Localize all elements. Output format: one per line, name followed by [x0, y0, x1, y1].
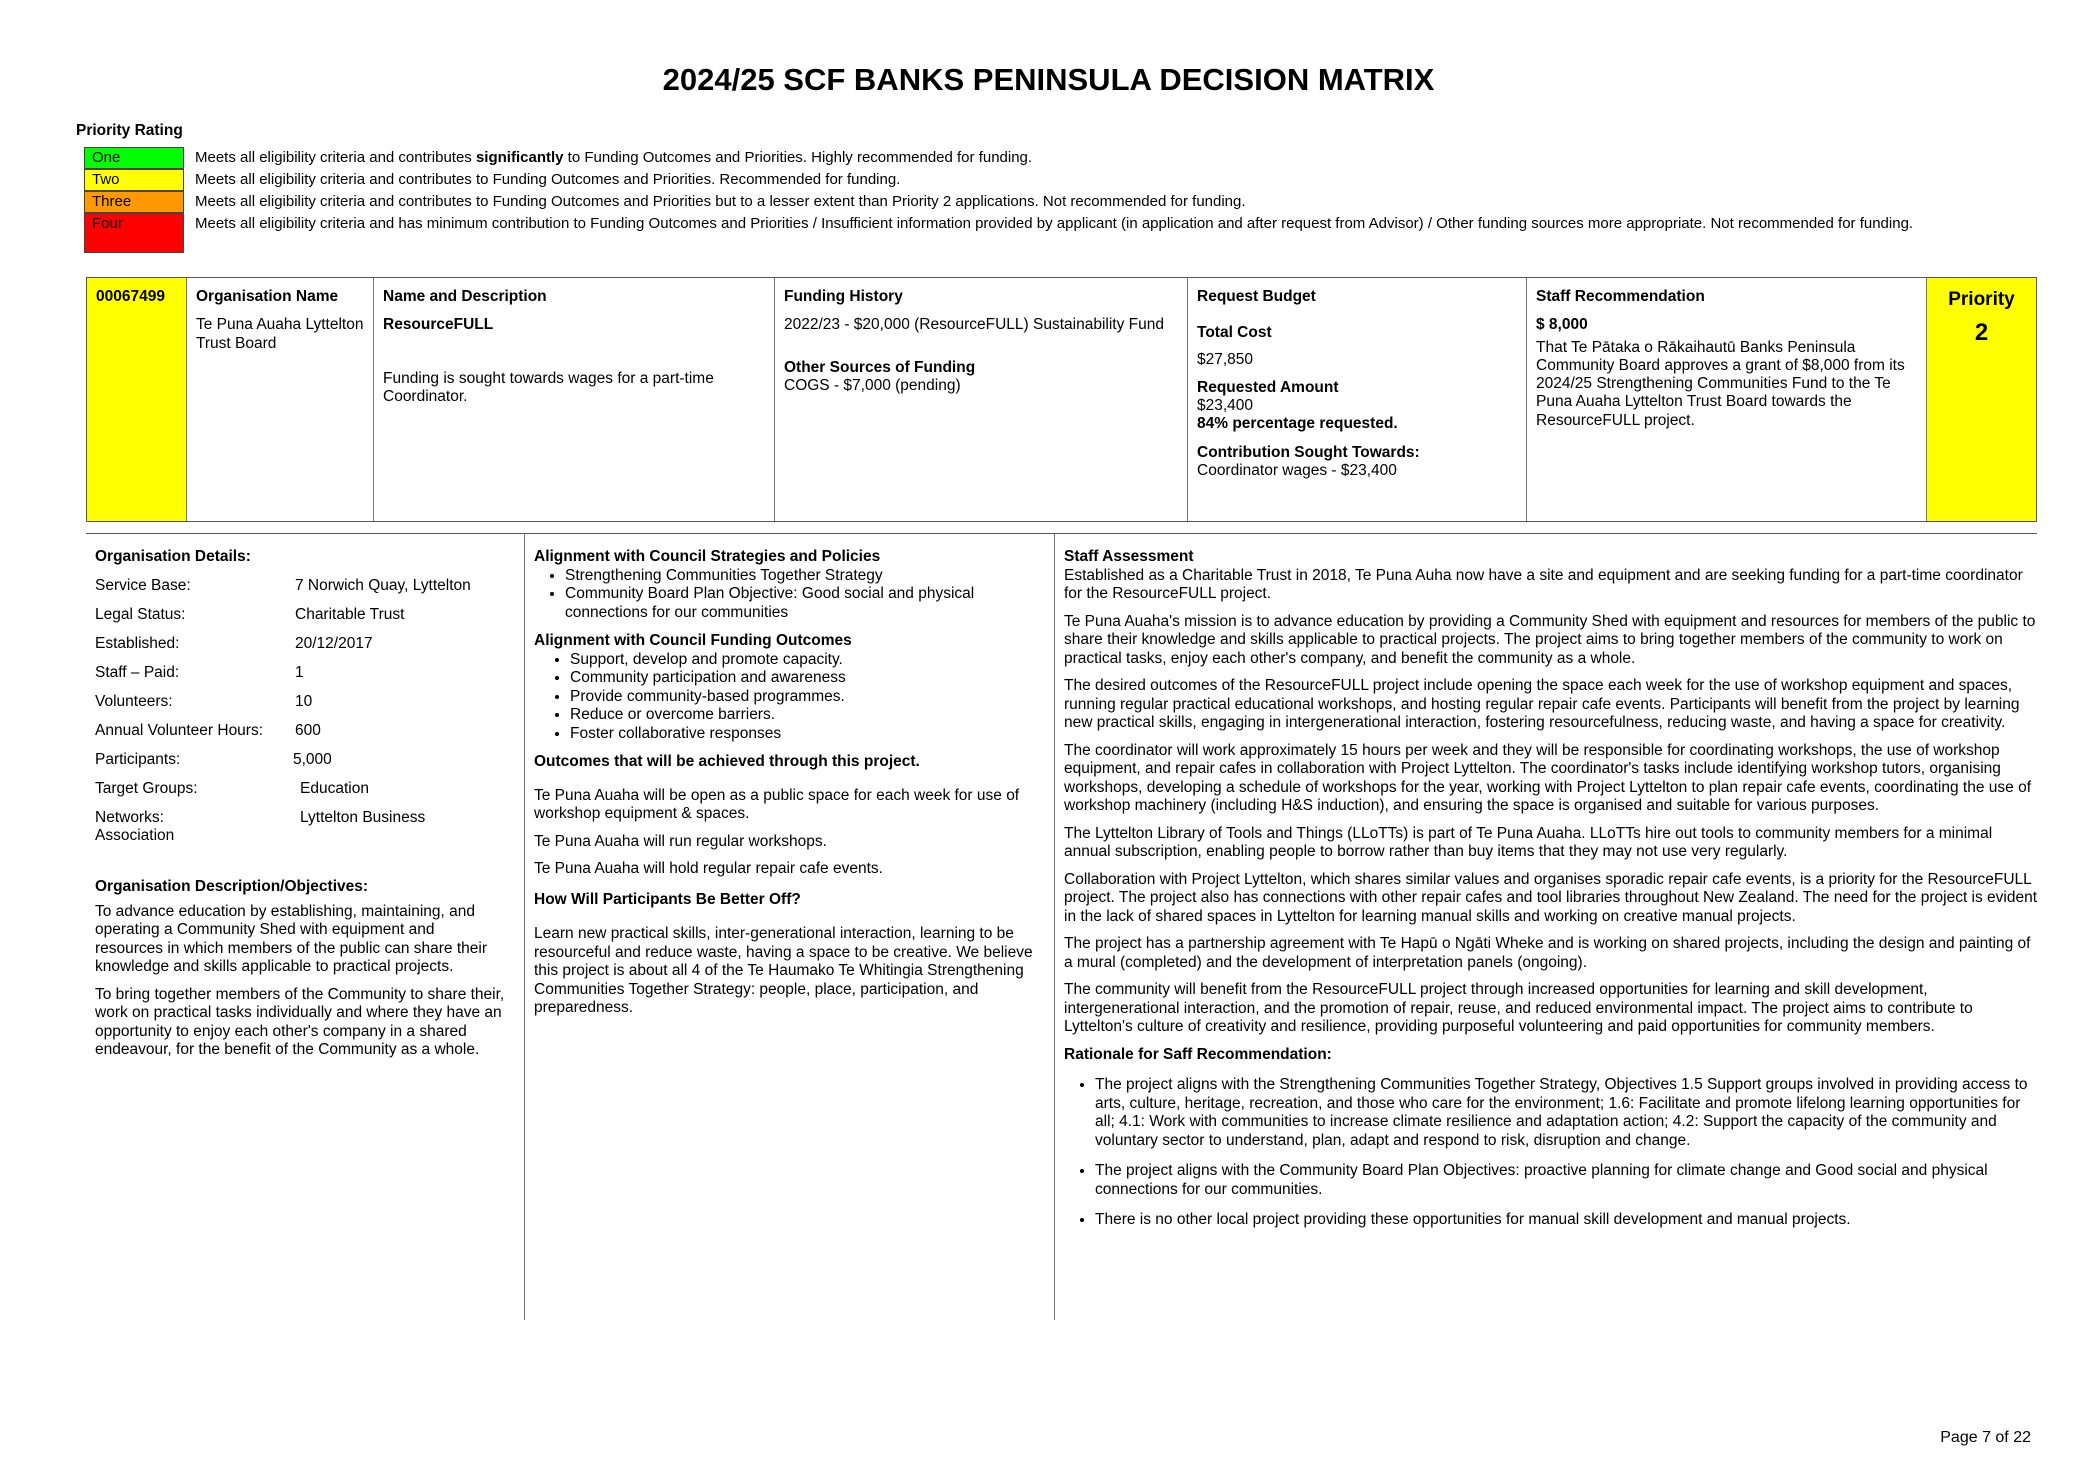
list-item: • Strengthening Communities Together Strategy [565, 567, 1042, 586]
detail-row: Legal Status: Charitable Trust [95, 605, 405, 623]
priority-swatch-four: Four [84, 213, 184, 253]
priority-desc-two: Meets all eligibility criteria and contributes to Funding Outcomes and Priorities. Recommended for funding. [195, 171, 901, 188]
detail-row: Target Groups: Education [95, 779, 369, 797]
recommended-amount: $ 8,000 [1536, 316, 1588, 334]
requested-amount-value: $23,400 [1197, 397, 1254, 415]
funding-history-heading: Funding History [784, 288, 903, 305]
section-divider [86, 533, 2037, 534]
assessment-paragraph: The coordinator will work approximately 15 hours per week and they will be responsible for coordinating workshops, the use of workshop equipment, and repair cafes in collaboration with Project Lyttelton. The coordinator's tasks include identifying workshop tutors, organising workshops, developing a schedule of workshops for the year, working with Project Lyttelton to plan repair cafe events, coordinating the use of workshop machinery (including H&S induction), and ensuring the space is organised and suitable for various purposes. [1064, 741, 2032, 814]
priority-swatch-two: Two [84, 169, 184, 191]
alignment-column [534, 548, 1042, 1027]
list-item: • The project aligns with the Community Board Plan Objectives: proactive planning for climate change and Good social and physical connections for our communities. [1095, 1162, 2040, 1199]
priority-swatch-one: One [84, 147, 184, 169]
organisation-cell [187, 278, 374, 521]
rationale-heading: Rationale for Saff Recommendation: [1064, 1045, 1332, 1063]
other-sources-text: COGS - $7,000 (pending) [784, 376, 961, 394]
list-item: • Reduce or overcome barriers. [570, 706, 1042, 725]
application-id: 00067499 [96, 288, 165, 305]
rationale-list [1064, 1076, 2040, 1230]
assessment-paragraph: The project has a partnership agreement with Te Hapū o Ngāti Wheke and is working on shared projects, including the design and painting of a mural (completed) and the development of interpretation panels (ongoing). [1064, 935, 2031, 971]
outcomes-list [534, 651, 1042, 744]
staff-assessment-column [1064, 548, 2040, 1230]
staff-recommendation-heading: Staff Recommendation [1536, 288, 1705, 305]
detail-row: Annual Volunteer Hours: 600 [95, 721, 321, 739]
achieved-item: Te Puna Auaha will run regular workshops. [534, 832, 827, 850]
assessment-paragraph: Collaboration with Project Lyttelton, which shares similar values and organises sporadic repair cafe events, is a priority for the ResourceFULL project. The project also has connections with other repair cafes and tool libraries throughout New Zealand. The need for the project is evident in the lack of shared spaces in Lyttelton for learning manual skills and working on creative manual projects. [1064, 870, 2038, 925]
contribution-value: Coordinator wages - $23,400 [1197, 461, 1397, 479]
other-sources-heading: Other Sources of Funding [784, 358, 976, 376]
detail-row: Participants: 5,000 [95, 750, 332, 768]
achieved-item: Te Puna Auaha will hold regular repair cafe events. [534, 860, 883, 877]
better-off-text: Learn new practical skills, inter-generational interaction, learning to be resourceful and reduce waste, having a space to be creative. We believe this project is about all 4 of the Te Haumako Te Whitingia Strengthening Communities Together Strategy: people, place, participation, and preparedness. [534, 925, 1033, 1016]
funding-history-cell [775, 278, 1188, 521]
column-divider [524, 534, 525, 1320]
requested-amount-label: Requested Amount [1197, 378, 1339, 396]
description-cell [374, 278, 775, 521]
list-item: • Foster collaborative responses [570, 725, 1042, 744]
networks-continuation: Association [95, 826, 175, 844]
strategies-heading: Alignment with Council Strategies and Policies [534, 548, 881, 565]
organisation-description-heading: Organisation Description/Objectives: [95, 878, 369, 895]
contribution-label: Contribution Sought Towards: [1197, 443, 1420, 461]
priority-value: 2 [1974, 319, 1989, 347]
organisation-heading: Organisation Name [196, 288, 339, 305]
list-item: • Community participation and awareness [570, 669, 1042, 688]
percentage-requested: 84% percentage requested. [1197, 415, 1398, 433]
project-description: Funding is sought towards wages for a part-time Coordinator. [383, 369, 714, 405]
description-heading: Name and Description [383, 288, 547, 305]
staff-assessment-heading: Staff Assessment [1064, 548, 1194, 565]
organisation-name: Te Puna Auaha Lyttelton Trust Board [196, 316, 364, 352]
better-off-heading: How Will Participants Be Better Off? [534, 890, 801, 908]
organisation-description-paragraph: To advance education by establishing, maintaining, and operating a Community Shed with equipment and resources in which members of the public can share their knowledge and skills applicable to practical projects. [95, 902, 487, 975]
priority-heading: Priority [1948, 289, 2015, 310]
priority-desc-four: Meets all eligibility criteria and has minimum contribution to Funding Outcomes and Priorities / Insufficient information provided by applicant (in application and after request from Advisor) / Other funding sources more appropriate. Not recommended for funding. [195, 215, 1914, 232]
staff-recommendation-cell [1527, 278, 1927, 521]
detail-row-networks: Networks: Lyttelton Business [95, 808, 426, 826]
request-budget-heading: Request Budget [1197, 288, 1316, 305]
priority-desc-one: Meets all eligibility criteria and contributes significantly to Funding Outcomes and Priorities. Highly recommended for funding. [195, 149, 1033, 166]
achieved-item: Te Puna Auaha will be open as a public space for each week for use of workshop equipment & spaces. [534, 786, 1020, 822]
list-item: • There is no other local project providing these opportunities for manual skill development and manual projects. [1095, 1211, 2040, 1230]
page-title: 2024/25 SCF BANKS PENINSULA DECISION MATRIX [662, 62, 1435, 97]
assessment-paragraph: The community will benefit from the ResourceFULL project through increased opportunities for learning and skill development, intergenerational interaction, and the promotion of repair, reuse, and reduced environmental impact. The project aims to contribute to Lyttelton's culture of creativity and resilience, providing purposeful volunteering and paid opportunities for community members. [1064, 981, 1973, 1035]
column-divider [1054, 534, 1055, 1320]
project-name: ResourceFULL [383, 316, 494, 334]
outcomes-heading: Alignment with Council Funding Outcomes [534, 632, 852, 649]
list-item: • The project aligns with the Strengthening Communities Together Strategy, Objectives 1.5 Support groups involved in providing access to arts, culture, heritage, recreation, and those who care for the environment; 1.6: Facilitate and promote lifelong learning opportunities for all; 4.1: Work with communities to increase climate resilience and adaptation action; 4.2: Support the capacity of the community and voluntary sector to understand, plan, adapt and respond to risk, disruption and change. [1095, 1076, 2040, 1150]
achieved-heading: Outcomes that will be achieved through this project. [534, 753, 920, 770]
summary-table [86, 277, 2037, 522]
recommendation-text: That Te Pātaka o Rākaihautū Banks Peninsula Community Board approves a grant of $8,000 from its 2024/25 Strengthening Communities Fund to the Te Puna Auaha Lyttelton Trust Board towards the ResourceFULL project. [1536, 338, 1905, 429]
detail-row: Service Base: 7 Norwich Quay, Lyttelton [95, 576, 471, 594]
priority-cell [1927, 278, 2036, 521]
detail-row: Staff – Paid: 1 [95, 663, 304, 681]
funding-history-text: 2022/23 - $20,000 (ResourceFULL) Sustainability Fund [784, 316, 1164, 334]
list-item: • Community Board Plan Objective: Good social and physical connections for our communities [565, 585, 1042, 622]
total-cost-label: Total Cost [1197, 324, 1272, 342]
assessment-paragraph: The Lyttelton Library of Tools and Things (LLoTTs) is part of Te Puna Auaha. LLoTTs hire out tools to community members for a minimal annual subscription, enabling people to borrow rather than buy items that they may not use very regularly. [1064, 824, 1993, 860]
page-number: Page 7 of 22 [1940, 1429, 2031, 1446]
organisation-details-column [95, 548, 505, 1069]
application-id-cell [87, 278, 187, 521]
list-item: • Provide community-based programmes. [570, 688, 1042, 707]
priority-rating-heading: Priority Rating [76, 122, 183, 139]
priority-swatch-three: Three [84, 191, 184, 213]
strategies-list [534, 567, 1042, 623]
assessment-paragraph: The desired outcomes of the ResourceFULL project include opening the space each week for the use of workshop equipment and spaces, running regular practical educational workshops, and hosting regular repair cafe events. Participants will benefit from the project by learning new practical skills, engaging in intergenerational interaction, fostering resourcefulness, reducing waste, and having a space for creativity. [1064, 677, 2020, 731]
organisation-description-paragraph: To bring together members of the Community to share their, work on practical tasks individually and where they have an opportunity to enjoy each other's company in a shared endeavour, for the benefit of the Community as a whole. [95, 985, 505, 1058]
detail-row: Volunteers: 10 [95, 692, 313, 710]
detail-row: Established: 20/12/2017 [95, 634, 373, 652]
assessment-paragraph: Te Puna Auaha's mission is to advance education by providing a Community Shed with equipment and resources for members of the public to share their knowledge and skills applicable to practical projects. The project aims to bring together members of the community to work on practical tasks, enjoy each other's company, and benefit the community as a whole. [1064, 612, 2036, 667]
request-budget-cell [1188, 278, 1527, 521]
assessment-paragraph: Established as a Charitable Trust in 2018, Te Puna Auha now have a site and equipment and are seeking funding for a part-time coordinator for the ResourceFULL project. [1064, 566, 2023, 602]
priority-desc-three: Meets all eligibility criteria and contributes to Funding Outcomes and Priorities but to a lesser extent than Priority 2 applications. Not recommended for funding. [195, 193, 1246, 210]
list-item: • Support, develop and promote capacity. [570, 651, 1042, 670]
organisation-details-heading: Organisation Details: [95, 548, 251, 565]
total-cost-value: $27,850 [1197, 350, 1254, 368]
